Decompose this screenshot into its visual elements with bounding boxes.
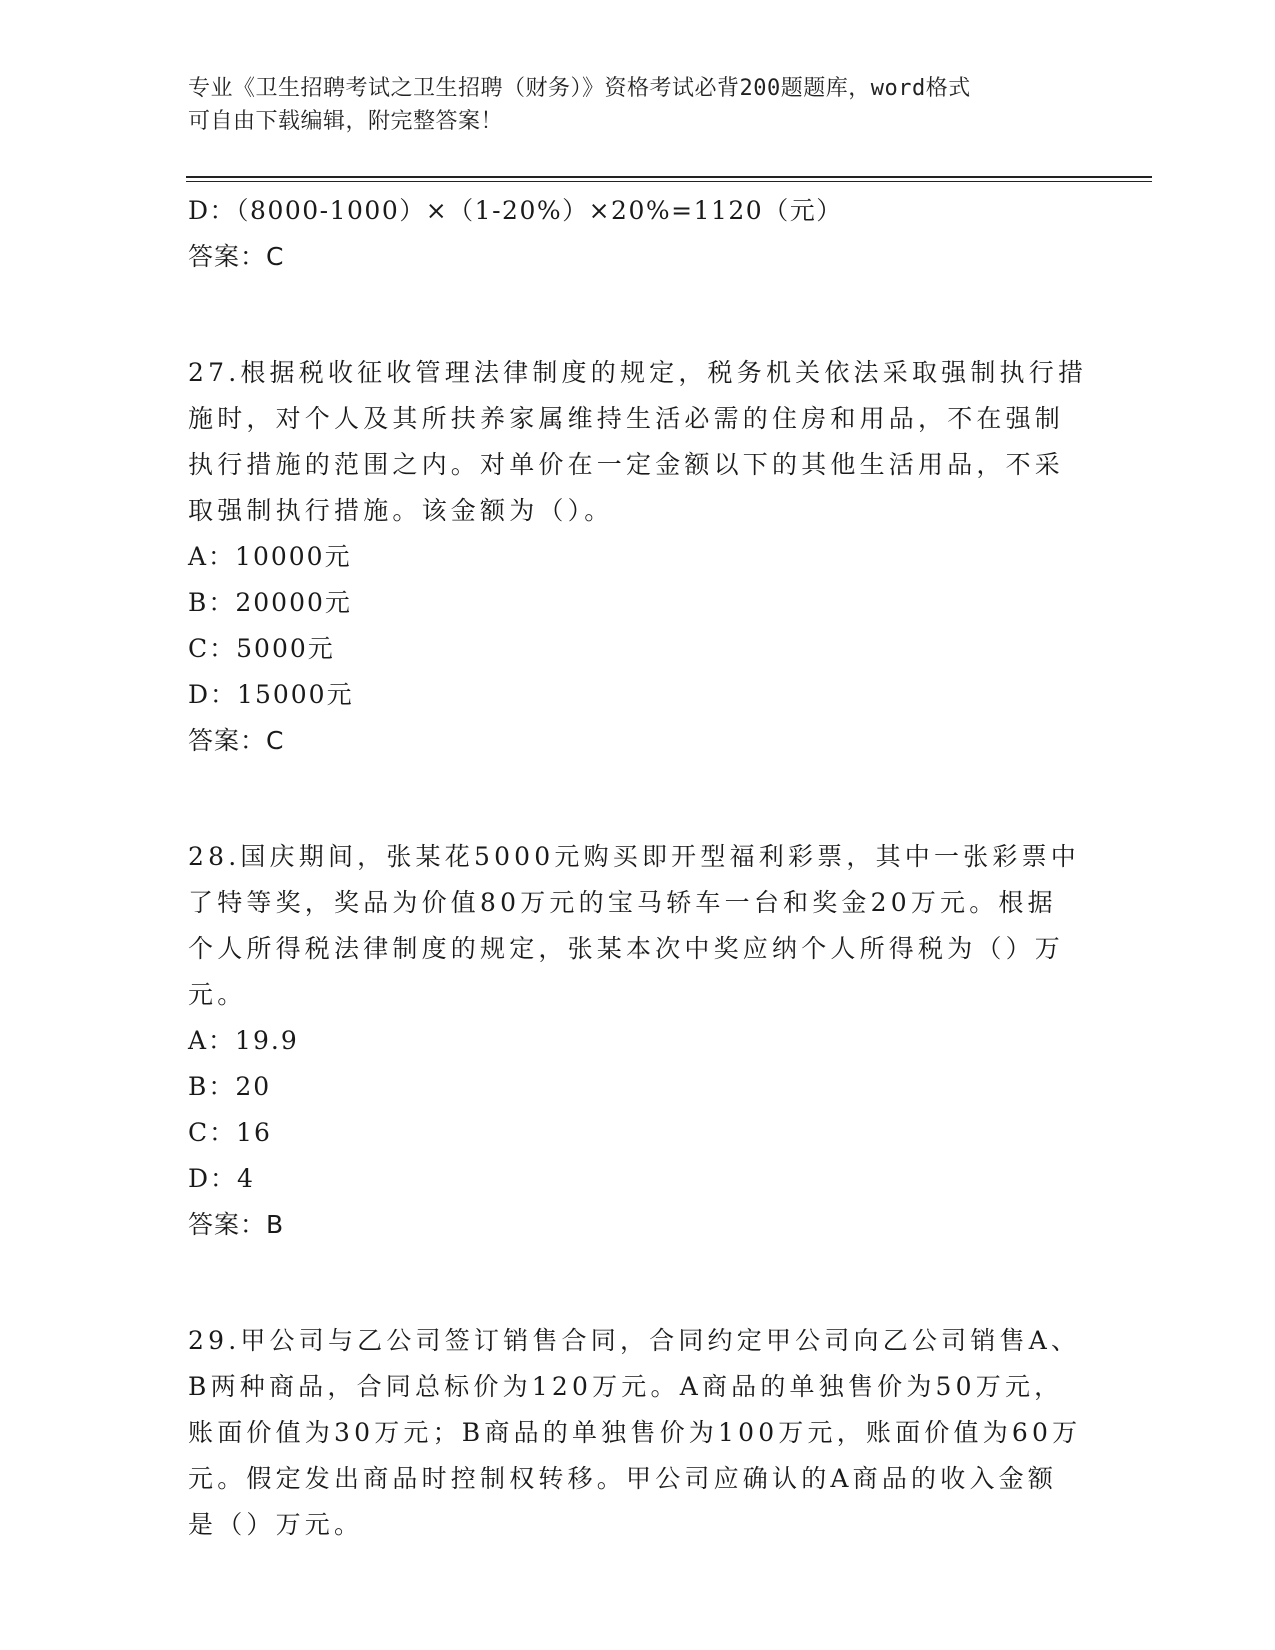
header-divider-thin — [186, 181, 1152, 182]
document-header — [188, 72, 1088, 138]
header-line-2: 可自由下载编辑，附完整答案！ — [188, 109, 504, 134]
question-28 — [188, 834, 1088, 1248]
question-stem-line: 27.根据税收征收管理法律制度的规定，税务机关依法采取强制执行措 — [188, 358, 1088, 387]
question-stem-line: 28.国庆期间，张某花5000元购买即开型福利彩票，其中一张彩票中 — [188, 842, 1080, 871]
option-c: C：16 — [188, 1118, 272, 1147]
prev-option-d: D：（8000-1000）×（1-20%）×20%=1120（元） — [188, 196, 843, 225]
option-a: A：19.9 — [188, 1026, 299, 1055]
question-stem-line: 个人所得税法律制度的规定，张某本次中奖应纳个人所得税为（）万 — [188, 934, 1065, 963]
question-stem-line: 执行措施的范围之内。对单价在一定金额以下的其他生活用品，不采 — [188, 450, 1065, 479]
header-divider — [186, 176, 1152, 182]
option-a: A：10000元 — [188, 542, 352, 571]
option-c: C：5000元 — [188, 634, 335, 663]
question-stem-line: 了特等奖，奖品为价值80万元的宝马轿车一台和奖金20万元。根据 — [188, 888, 1057, 917]
question-29 — [188, 1318, 1088, 1548]
question-stem-line: 取强制执行措施。该金额为（）。 — [188, 496, 614, 525]
answer-line: 答案：B — [188, 1210, 285, 1239]
question-27-stem — [188, 350, 1088, 534]
option-d: D：15000元 — [188, 680, 354, 709]
option-b: B：20 — [188, 1072, 272, 1101]
question-27 — [188, 350, 1088, 764]
question-28-stem — [188, 834, 1088, 1018]
header-line-1: 专业《卫生招聘考试之卫生招聘（财务）》资格考试必背200题题库，word格式 — [188, 76, 971, 101]
document-body — [188, 188, 1088, 1548]
option-d: D：4 — [188, 1164, 255, 1193]
question-stem-line: B两种商品，合同总标价为120万元。A商品的单独售价为50万元， — [188, 1372, 1064, 1401]
question-29-stem — [188, 1318, 1088, 1548]
question-stem-line: 账面价值为30万元；B商品的单独售价为100万元，账面价值为60万 — [188, 1418, 1082, 1447]
question-stem-line: 施时，对个人及其所扶养家属维持生活必需的住房和用品，不在强制 — [188, 404, 1065, 433]
option-b: B：20000元 — [188, 588, 352, 617]
question-stem-line: 是（）万元。 — [188, 1510, 364, 1539]
prev-answer: 答案：C — [188, 242, 285, 271]
question-stem-line: 29.甲公司与乙公司签订销售合同，合同约定甲公司向乙公司销售A、 — [188, 1326, 1081, 1355]
question-stem-line: 元。假定发出商品时控制权转移。甲公司应确认的A商品的收入金额 — [188, 1464, 1058, 1493]
header-divider-thick — [186, 176, 1152, 178]
question-stem-line: 元。 — [188, 980, 247, 1009]
answer-line: 答案：C — [188, 726, 285, 755]
